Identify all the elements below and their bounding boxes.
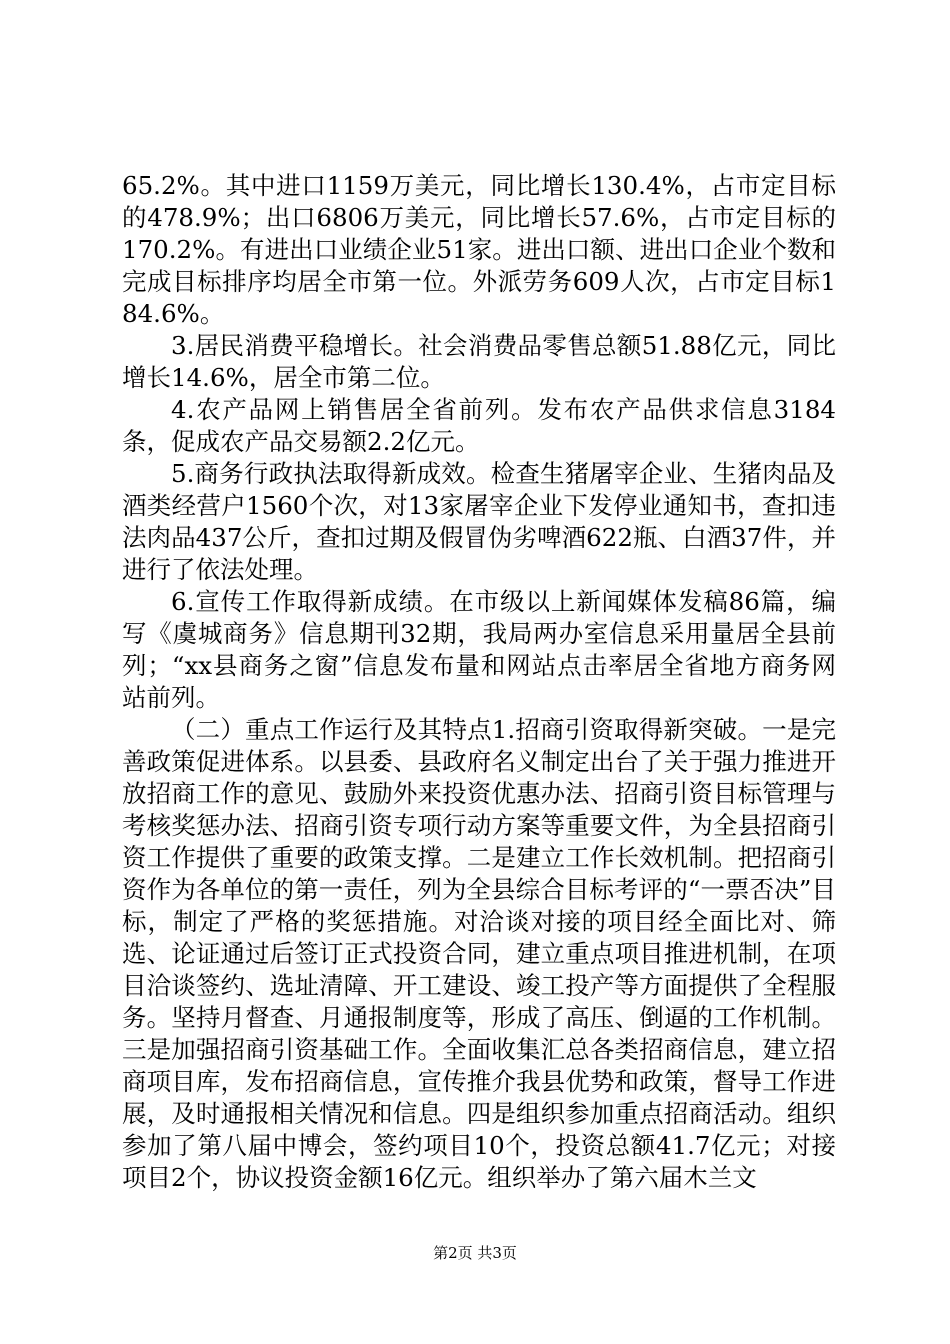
paragraph-continuation: 65.2%。其中进口1159万美元，同比增长130.4%，占市定目标的478.9%；出口6806万美元，同比增长57.6%，占市定目标的170.2%。有进出口业绩企业51家。进出口额、进出口企业个数和完成目标排序均居全市第一位。外派劳务609人次，占市定目标184.6%。 <box>122 171 836 328</box>
paragraph-agri-online-sales: 4.农产品网上销售居全省前列。发布农产品供求信息3184条，促成农产品交易额2.2亿元。 <box>122 395 836 456</box>
paragraph-consumption: 3.居民消费平稳增长。社会消费品零售总额51.88亿元，同比增长14.6%，居全市第二位。 <box>122 331 836 392</box>
page-footer: 第2页 共3页 <box>433 1244 517 1262</box>
paragraph-law-enforcement: 5.商务行政执法取得新成效。检查生猪屠宰企业、生猪肉品及酒类经营户1560个次，对13家屠宰企业下发停业通知书，查扣违法肉品437公斤，查扣过期及假冒伪劣啤酒622瓶、白酒37件，并进行了依法处理。 <box>122 459 836 584</box>
paragraph-publicity: 6.宣传工作取得新成绩。在市级以上新闻媒体发稿86篇，编写《虞城商务》信息期刊32期，我局两办室信息采用量居全县前列；“xx县商务之窗”信息发布量和网站点击率居全省地方商务网站前列。 <box>122 587 836 712</box>
document-body <box>122 170 836 1194</box>
paragraph-investment-attraction: （二）重点工作运行及其特点1.招商引资取得新突破。一是完善政策促进体系。以县委、县政府名义制定出台了关于强力推进开放招商工作的意见、鼓励外来投资优惠办法、招商引资目标管理与考核奖惩办法、招商引资专项行动方案等重要文件，为全县招商引资工作提供了重要的政策支撑。二是建立工作长效机制。把招商引资作为各单位的第一责任，列为全县综合目标考评的“一票否决”目标，制定了严格的奖惩措施。对洽谈对接的项目经全面比对、筛选、论证通过后签订正式投资合同，建立重点项目推进机制，在项目洽谈签约、选址清障、开工建设、竣工投产等方面提供了全程服务。坚持月督查、月通报制度等，形成了高压、倒逼的工作机制。三是加强招商引资基础工作。全面收集汇总各类招商信息，建立招商项目库，发布招商信息，宣传推介我县优势和政策，督导工作进展，及时通报相关情况和信息。四是组织参加重点招商活动。组织参加了第八届中博会，签约项目10个，投资总额41.7亿元；对接项目2个，协议投资金额16亿元。组织举办了第六届木兰文 <box>122 715 836 1192</box>
